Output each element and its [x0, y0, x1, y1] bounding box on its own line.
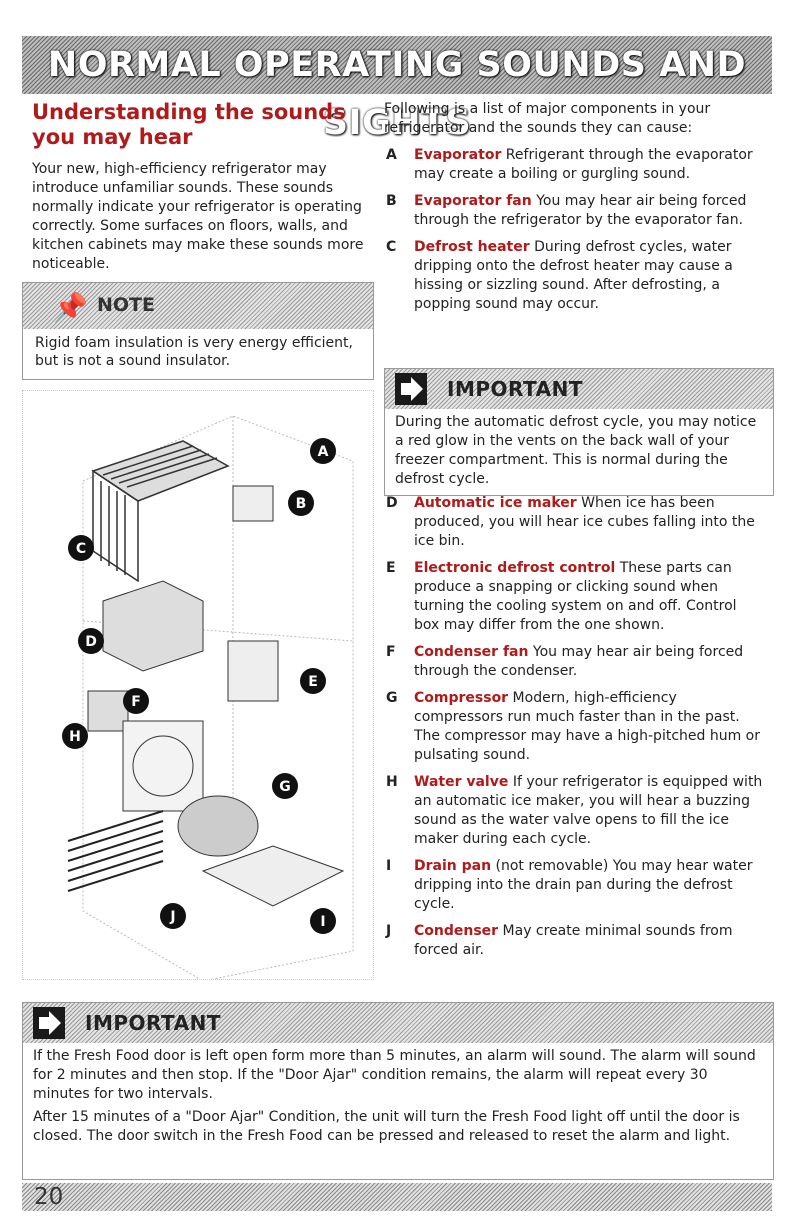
- component-description: Refrigerant through the evaporator may create a boiling or gurgling sound.: [414, 147, 753, 182]
- important-text: [23, 1043, 773, 1146]
- component-name: Condenser fan: [414, 644, 529, 660]
- arrow-right-icon: [33, 1007, 65, 1039]
- callout-H: [62, 723, 88, 749]
- component-name: Compressor: [414, 690, 509, 706]
- callout-D: [78, 628, 104, 654]
- diagram-illustration: [23, 391, 373, 979]
- component-name: Evaporator: [414, 147, 502, 163]
- component-item: [384, 192, 764, 230]
- callout-B: [288, 490, 314, 516]
- callout-J: [160, 903, 186, 929]
- important-box-defrost: [384, 368, 774, 496]
- page-number: 20: [34, 1184, 64, 1210]
- component-description: If your refrigerator is equipped with an automatic ice maker, you will hear a buzzing sound as the water valve opens to fill the ice maker during each cycle.: [414, 774, 763, 847]
- right-column: [384, 100, 764, 960]
- note-header: [23, 283, 373, 329]
- important-box-door-alarm: [22, 1002, 774, 1180]
- svg-text:E: E: [308, 674, 318, 690]
- callout-A: [310, 438, 336, 464]
- component-letter: D: [386, 495, 398, 511]
- svg-text:C: C: [75, 541, 87, 557]
- callout-G: [272, 773, 298, 799]
- component-item: [384, 146, 764, 184]
- section-heading: Understanding the sounds you may hear: [32, 100, 346, 149]
- component-item: [384, 773, 764, 849]
- svg-text:J: J: [170, 909, 176, 925]
- component-letter: F: [386, 644, 396, 660]
- component-name: Automatic ice maker: [414, 495, 577, 511]
- component-description: When ice has been produced, you will hear ice cubes falling into the ice bin.: [414, 495, 755, 549]
- component-name: Electronic defrost control: [414, 560, 616, 576]
- door-alarm-paragraph: If the Fresh Food door is left open form more than 5 minutes, an alarm will sound. The alarm will sound for 2 minutes and then stop. If the "Door Ajar" condition remains, the alarm will repeat every 30 minutes for two intervals.: [33, 1048, 756, 1102]
- component-letter: A: [386, 147, 397, 163]
- page-title: NORMAL OPERATING SOUNDS AND SIGHTS: [47, 45, 747, 143]
- component-description: These parts can produce a snapping or clicking sound when turning the cooling system on and off. Control box may differ from the one shown.: [414, 560, 737, 633]
- important-text: During the automatic defrost cycle, you may notice a red glow in the vents on the back wall of your freezer compartment. This is normal during the defrost cycle.: [395, 414, 757, 487]
- component-item: [384, 643, 764, 681]
- svg-text:D: D: [85, 634, 97, 650]
- component-description: Modern, high-efficiency compressors run much faster than in the past. The compressor may have a high-pitched hum or pulsating sound.: [414, 690, 760, 763]
- important-label: IMPORTANT: [85, 1011, 221, 1035]
- component-item: [384, 238, 764, 314]
- component-letter: I: [386, 858, 392, 874]
- svg-text:B: B: [295, 496, 307, 512]
- svg-text:I: I: [320, 914, 326, 930]
- callout-F: [123, 688, 149, 714]
- svg-text:A: A: [317, 444, 329, 460]
- intro-paragraph: Your new, high-efficiency refrigerator may introduce unfamiliar sounds. These sounds normally indicate your refrigerator is operating correctly. Some surfaces on floors, walls, and kitchen cabinets may make these sounds more noticeable.: [32, 161, 364, 272]
- component-item: [384, 494, 764, 551]
- component-item: [384, 857, 764, 914]
- page-footer: [22, 1183, 772, 1211]
- important-label: IMPORTANT: [447, 377, 583, 401]
- component-letter: G: [386, 690, 398, 706]
- svg-text:H: H: [69, 729, 81, 745]
- component-letter: J: [386, 923, 392, 939]
- component-name: Condenser: [414, 923, 499, 939]
- arrow-right-icon: [395, 373, 427, 405]
- door-ajar-paragraph: After 15 minutes of a "Door Ajar" Condition, the unit will turn the Fresh Food light off until the door is closed. The door switch in the Fresh Food can be pressed and released to reset the alarm and light.: [33, 1109, 740, 1144]
- note-box: [22, 282, 374, 380]
- component-item: [384, 559, 764, 635]
- refrigerator-diagram: [22, 390, 374, 980]
- component-letter: H: [386, 774, 398, 790]
- left-column: [32, 100, 372, 274]
- important-header: [385, 369, 773, 409]
- callout-I: [310, 908, 336, 934]
- component-letter: B: [386, 193, 397, 209]
- component-description: During defrost cycles, water dripping onto the defrost heater may cause a hissing or sizzling sound. After defrosting, a popping sound may occur.: [414, 239, 733, 312]
- component-item: [384, 922, 764, 960]
- component-name: Defrost heater: [414, 239, 530, 255]
- svg-text:F: F: [131, 694, 141, 710]
- component-letter: E: [386, 560, 396, 576]
- component-description: (not removable) You may hear water dripping into the drain pan during the defrost cycle.: [414, 858, 753, 912]
- component-name: Evaporator fan: [414, 193, 532, 209]
- svg-text:G: G: [279, 779, 291, 795]
- components-intro: Following is a list of major components in your refrigerator and the sounds they can cause:: [384, 101, 711, 136]
- note-label: NOTE: [97, 294, 155, 316]
- component-name: Water valve: [414, 774, 509, 790]
- important-header: [23, 1003, 773, 1043]
- component-name: Drain pan: [414, 858, 492, 874]
- component-item: [384, 689, 764, 765]
- callout-C: [68, 535, 94, 561]
- callout-E: [300, 668, 326, 694]
- component-description: You may hear air being forced through the condenser.: [414, 644, 744, 679]
- evaporator-coil: [93, 441, 228, 581]
- pushpin-icon: 📌: [53, 291, 88, 324]
- note-text: Rigid foam insulation is very energy efficient, but is not a sound insulator.: [35, 335, 353, 369]
- component-description: You may hear air being forced through the refrigerator by the evaporator fan.: [414, 193, 747, 228]
- component-description: May create minimal sounds from forced air.: [414, 923, 733, 958]
- component-letter: C: [386, 239, 397, 255]
